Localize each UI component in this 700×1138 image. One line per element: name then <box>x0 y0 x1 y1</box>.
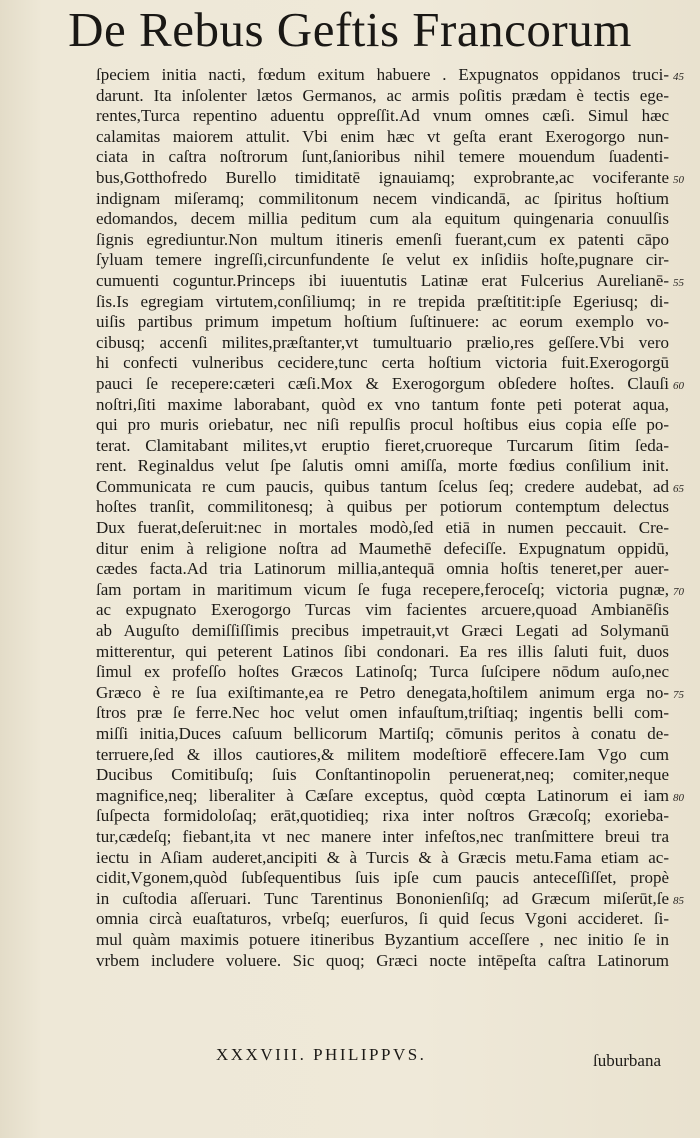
text-line: iectu in Aſiam auderet,ancipiti & à Turcis & à Græcis metu.Fama etiam ac- <box>96 847 669 867</box>
text-line: darunt. Ita inſolenter lætos Germanos, ac armis poſitis prædam è tectis ege- <box>96 85 669 105</box>
text-line: in cuſtodia aſſeruari. Tunc Tarentinus Bononienſiſq; ad Græcum miſerūt,ſe <box>96 888 669 908</box>
margin-line-number: 45 <box>673 71 684 83</box>
text-line: qui pro muris oriebatur, nec niſi repulſis procul hoſtibus eius copia eſſe po- <box>96 415 669 435</box>
text-line: mul quàm maximis potuere itineribus Byzantium acceſſere , nec initio ſe in <box>96 929 669 949</box>
text-line: terruere,ſed & illos cautiores,& militem modeſtiorē effecere.Iam Vgo cum <box>96 744 669 764</box>
margin-line-number: 50 <box>673 174 684 186</box>
margin-line-number: 60 <box>673 380 684 392</box>
text-line: edomandos, decem millia peditum cum ala equitum quingenaria conuulſis <box>96 209 669 229</box>
text-line: cædes facta.Ad tria Latinorum millia,antequā omnia hoſtis teneret,per auer- <box>96 559 669 579</box>
text-line: ſyluam temere ingreſſi,circunfundente ſe velut ex inſidiis hoſte,pugnare cir- <box>96 250 669 270</box>
text-line: pauci ſe recepere:cæteri cæſi.Mox & Exerogorgum obſedere hoſtes. Clauſi <box>96 373 669 393</box>
catchword: ſuburbana <box>593 1051 661 1070</box>
text-line: terat. Clamitabant milites,vt eruptio fieret,cruoreque Turcarum ſitim ſeda- <box>96 435 669 455</box>
text-line: hoſtes tranſit, commilitonesq; à quibus per potiorum contemptum delectus <box>96 497 669 517</box>
margin-line-number: 70 <box>673 586 684 598</box>
text-line: magnifice,neq; liberaliter à Cæſare exceptus, quòd cœpta Latinorum ei iam <box>96 785 669 805</box>
text-line: rent. Reginaldus velut ſpe ſalutis omni amiſſa, morte fœdius conſilium init. <box>96 456 669 476</box>
text-line: Græco è re ſua exiſtimante,ea re Petro denegata,hoſtilem animum erga no- <box>96 682 669 702</box>
text-line: tur,cædeſq; fiebant,ita vt nec manere inter infeſtos,nec tranſmittere breui tra <box>96 826 669 846</box>
text-line: omnia circà euaſtaturos, vrbeſq; euerſuros, ſi quid ſecus Vgoni accideret. ſi- <box>96 909 669 929</box>
margin-line-number: 55 <box>673 277 684 289</box>
text-line: ſuſpecta formidoloſaq; erāt,quotidieq; rixa inter noſtros Græcoſq; exorieba- <box>96 806 669 826</box>
text-line: Communicata re cum paucis, quibus tantum ſcelus ſeq; credere audebat, ad <box>96 476 669 496</box>
text-line: ſignis egrediuntur.Non multum itineris emenſi fuerant,cum ex patenti cāpo <box>96 229 669 249</box>
text-line: ſam portam in maritimum vicum ſe fuga recepere,feroceſq; victoria pugnæ, <box>96 579 669 599</box>
text-line: cibusq; accenſi milites,præſtanter,vt tumultuario prælio,res geſſere.Vbi vero <box>96 332 669 352</box>
text-line: noſtri,ſiti maxime laborabant, quòd ex vno tantum fonte peti poterat aqua, <box>96 394 669 414</box>
text-line: ſtros præ ſe ferre.Nec hoc velut omen infauſtum,triſtiaq; ingentis belli com- <box>96 703 669 723</box>
text-line: hi confecti vulneribus cecidere,tunc certa hoſtium victoria fuit.Exerogorgū <box>96 353 669 373</box>
margin-line-number: 80 <box>673 792 684 804</box>
body-text <box>96 65 669 971</box>
text-line: ditur enim à religione noſtra ad Maumethē defeciſſe. Expugnatum oppidū, <box>96 538 669 558</box>
text-line: ſis.Is egregiam virtutem,conſiliumq; in re trepida præſtitit:ipſe Egeriusq; di- <box>96 291 669 311</box>
text-line: calamitas maiorem attulit. Vbi enim hæc vt geſta erant Exerogorgo nun- <box>96 126 669 146</box>
text-line: indignam miſeramq; commilitonum necem vindicandā, ac ſpiritus hoſtium <box>96 188 669 208</box>
margin-line-number: 85 <box>673 895 684 907</box>
text-line: bus,Gotthofredo Burello timiditatē ignauiamq; exprobrante,ac vociferante <box>96 167 669 187</box>
text-line: cidit,Vgonem,quòd ſubſequentibus ſuis ipſe cum paucis anteceſſiſſet, propè <box>96 868 669 888</box>
page-footer <box>96 1045 669 1069</box>
text-line: ab Auguſto demiſſiſſimis precibus impetrauit,vt Græci Legati ad Solymanū <box>96 621 669 641</box>
text-line: Ducibus Comitibuſq; ſuis Conſtantinopolin peruenerat,neq; comiter,neque <box>96 765 669 785</box>
text-line: Dux fuerat,deſeruit:nec in mortales modò,ſed etiā in numen peccauit. Cre- <box>96 518 669 538</box>
margin-line-number: 65 <box>673 483 684 495</box>
text-line: vrbem includere voluere. Sic quoq; Græci nocte intēpeſta caſtra Latinorum <box>96 950 669 970</box>
text-line: uiſis partibus primum impetum hoſtium ſuſtinuere: ac eorum exemplo vo- <box>96 312 669 332</box>
text-line: mitterentur, qui peterent Latinos ſibi condonari. Ea res illis ſaluti fuit, duos <box>96 641 669 661</box>
text-line: miſſi initia,Duces caſuum bellicorum Martiſq; cōmunis peritos à conatu de- <box>96 724 669 743</box>
text-line: rentes,Turca repentino aduentu oppreſſit.Ad vnum omnes cæſi. Simul hæc <box>96 106 669 126</box>
text-line: ſpeciem initia nacti, fœdum exitum habuere . Expugnatos oppidanos truci- <box>96 65 669 84</box>
margin-line-number: 75 <box>673 689 684 701</box>
text-line: cumuenti coguntur.Princeps ibi iuuentutis Latinæ erat Fulcerius Aurelianē- <box>96 270 669 290</box>
signature-mark: XXXVIII. PHILIPPVS. <box>216 1045 427 1064</box>
text-line: ciata in caſtra noſtrorum ſunt,ſanioribus nihil temere mouendum ſuadenti- <box>96 147 669 167</box>
running-title: De Rebus Geftis Francorum <box>68 2 632 57</box>
text-line: ſimul ex profeſſo hoſtes Græcos Latinoſq; Turca ſuſcipere nōdum auſo,nec <box>96 662 669 682</box>
text-line: ac expugnato Exerogorgo Turcas vim facientes arcuere,quoad Ambianēſis <box>96 600 669 620</box>
